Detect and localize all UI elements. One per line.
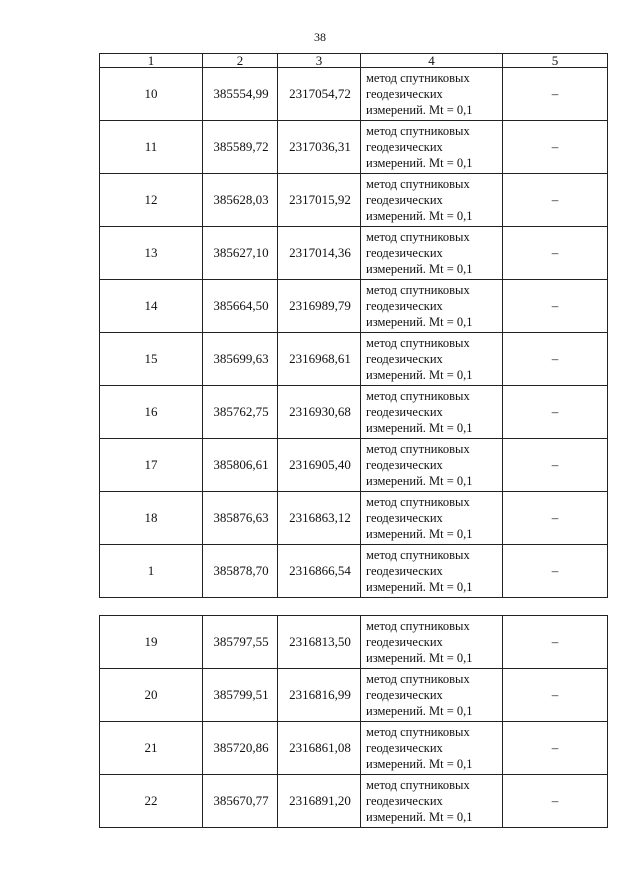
method-line: измерений. Mt = 0,1 xyxy=(366,262,473,276)
method-cell xyxy=(361,227,503,280)
method-cell xyxy=(361,174,503,227)
method-cell xyxy=(361,669,503,722)
x-coordinate-cell: 385720,86 xyxy=(203,722,278,775)
y-coordinate-cell: 2316989,79 xyxy=(278,280,361,333)
y-coordinate-cell: 2316813,50 xyxy=(278,616,361,669)
method-line: геодезических xyxy=(366,246,443,260)
x-coordinate-cell: 385878,70 xyxy=(203,545,278,598)
separator-cell xyxy=(100,598,608,616)
method-cell xyxy=(361,439,503,492)
note-cell: – xyxy=(503,386,608,439)
method-line: метод спутниковых xyxy=(366,389,470,403)
point-number-cell: 12 xyxy=(100,174,203,227)
point-number-cell: 13 xyxy=(100,227,203,280)
method-line: метод спутниковых xyxy=(366,124,470,138)
method-line: измерений. Mt = 0,1 xyxy=(366,156,473,170)
y-coordinate-cell: 2316891,20 xyxy=(278,775,361,828)
method-line: измерений. Mt = 0,1 xyxy=(366,527,473,541)
coordinates-table xyxy=(99,53,608,828)
y-coordinate-cell: 2317014,36 xyxy=(278,227,361,280)
x-coordinate-cell: 385762,75 xyxy=(203,386,278,439)
method-line: метод спутниковых xyxy=(366,230,470,244)
table-header-row xyxy=(100,54,608,68)
note-cell: – xyxy=(503,121,608,174)
point-number-cell: 11 xyxy=(100,121,203,174)
method-line: измерений. Mt = 0,1 xyxy=(366,704,473,718)
method-line: геодезических xyxy=(366,140,443,154)
method-line: измерений. Mt = 0,1 xyxy=(366,315,473,329)
y-coordinate-cell: 2316861,08 xyxy=(278,722,361,775)
method-line: метод спутниковых xyxy=(366,548,470,562)
point-number-cell: 1 xyxy=(100,545,203,598)
note-cell: – xyxy=(503,68,608,121)
method-line: измерений. Mt = 0,1 xyxy=(366,103,473,117)
section-separator-row xyxy=(100,598,608,616)
method-line: геодезических xyxy=(366,511,443,525)
point-number-cell: 15 xyxy=(100,333,203,386)
note-cell: – xyxy=(503,492,608,545)
method-line: геодезических xyxy=(366,299,443,313)
method-line: геодезических xyxy=(366,564,443,578)
x-coordinate-cell: 385627,10 xyxy=(203,227,278,280)
page-number: 38 xyxy=(314,30,326,44)
x-coordinate-cell: 385699,63 xyxy=(203,333,278,386)
note-cell: – xyxy=(503,722,608,775)
x-coordinate-cell: 385554,99 xyxy=(203,68,278,121)
method-line: метод спутниковых xyxy=(366,619,470,633)
table-row xyxy=(100,616,608,669)
column-header: 2 xyxy=(203,54,278,68)
table-row xyxy=(100,545,608,598)
method-line: измерений. Mt = 0,1 xyxy=(366,580,473,594)
table-row xyxy=(100,386,608,439)
note-cell: – xyxy=(503,227,608,280)
point-number-cell: 19 xyxy=(100,616,203,669)
table-row xyxy=(100,174,608,227)
table-row xyxy=(100,68,608,121)
y-coordinate-cell: 2317015,92 xyxy=(278,174,361,227)
method-cell xyxy=(361,333,503,386)
method-line: геодезических xyxy=(366,635,443,649)
note-cell: – xyxy=(503,775,608,828)
note-cell: – xyxy=(503,174,608,227)
table-row xyxy=(100,492,608,545)
point-number-cell: 22 xyxy=(100,775,203,828)
table-row xyxy=(100,439,608,492)
method-line: метод спутниковых xyxy=(366,283,470,297)
y-coordinate-cell: 2316863,12 xyxy=(278,492,361,545)
x-coordinate-cell: 385664,50 xyxy=(203,280,278,333)
method-line: метод спутниковых xyxy=(366,725,470,739)
point-number-cell: 14 xyxy=(100,280,203,333)
x-coordinate-cell: 385628,03 xyxy=(203,174,278,227)
x-coordinate-cell: 385806,61 xyxy=(203,439,278,492)
y-coordinate-cell: 2316968,61 xyxy=(278,333,361,386)
point-number-cell: 16 xyxy=(100,386,203,439)
note-cell: – xyxy=(503,439,608,492)
y-coordinate-cell: 2316816,99 xyxy=(278,669,361,722)
table-row xyxy=(100,121,608,174)
method-line: измерений. Mt = 0,1 xyxy=(366,368,473,382)
note-cell: – xyxy=(503,616,608,669)
method-cell xyxy=(361,722,503,775)
method-line: геодезических xyxy=(366,352,443,366)
point-number-cell: 18 xyxy=(100,492,203,545)
method-line: измерений. Mt = 0,1 xyxy=(366,421,473,435)
table-row xyxy=(100,775,608,828)
method-line: измерений. Mt = 0,1 xyxy=(366,474,473,488)
method-line: геодезических xyxy=(366,741,443,755)
table-row xyxy=(100,669,608,722)
note-cell: – xyxy=(503,333,608,386)
method-line: метод спутниковых xyxy=(366,336,470,350)
method-line: геодезических xyxy=(366,405,443,419)
table-row xyxy=(100,722,608,775)
y-coordinate-cell: 2317054,72 xyxy=(278,68,361,121)
point-number-cell: 21 xyxy=(100,722,203,775)
y-coordinate-cell: 2316930,68 xyxy=(278,386,361,439)
method-cell xyxy=(361,492,503,545)
method-line: метод спутниковых xyxy=(366,71,470,85)
y-coordinate-cell: 2316905,40 xyxy=(278,439,361,492)
x-coordinate-cell: 385799,51 xyxy=(203,669,278,722)
method-line: метод спутниковых xyxy=(366,442,470,456)
method-line: геодезических xyxy=(366,458,443,472)
method-line: метод спутниковых xyxy=(366,177,470,191)
method-cell xyxy=(361,775,503,828)
method-line: измерений. Mt = 0,1 xyxy=(366,757,473,771)
method-line: метод спутниковых xyxy=(366,672,470,686)
x-coordinate-cell: 385670,77 xyxy=(203,775,278,828)
x-coordinate-cell: 385876,63 xyxy=(203,492,278,545)
column-header: 5 xyxy=(503,54,608,68)
point-number-cell: 17 xyxy=(100,439,203,492)
method-line: измерений. Mt = 0,1 xyxy=(366,810,473,824)
method-line: геодезических xyxy=(366,794,443,808)
method-cell xyxy=(361,68,503,121)
note-cell: – xyxy=(503,280,608,333)
point-number-cell: 20 xyxy=(100,669,203,722)
x-coordinate-cell: 385589,72 xyxy=(203,121,278,174)
point-number-cell: 10 xyxy=(100,68,203,121)
y-coordinate-cell: 2317036,31 xyxy=(278,121,361,174)
method-cell xyxy=(361,121,503,174)
method-cell xyxy=(361,386,503,439)
table-row xyxy=(100,280,608,333)
method-cell xyxy=(361,616,503,669)
method-cell xyxy=(361,280,503,333)
table-row xyxy=(100,333,608,386)
method-line: измерений. Mt = 0,1 xyxy=(366,209,473,223)
note-cell: – xyxy=(503,669,608,722)
column-header: 1 xyxy=(100,54,203,68)
y-coordinate-cell: 2316866,54 xyxy=(278,545,361,598)
method-line: геодезических xyxy=(366,87,443,101)
column-header: 3 xyxy=(278,54,361,68)
method-line: метод спутниковых xyxy=(366,778,470,792)
method-cell xyxy=(361,545,503,598)
x-coordinate-cell: 385797,55 xyxy=(203,616,278,669)
method-line: геодезических xyxy=(366,193,443,207)
column-header: 4 xyxy=(361,54,503,68)
method-line: измерений. Mt = 0,1 xyxy=(366,651,473,665)
note-cell: – xyxy=(503,545,608,598)
method-line: метод спутниковых xyxy=(366,495,470,509)
table-row xyxy=(100,227,608,280)
method-line: геодезических xyxy=(366,688,443,702)
